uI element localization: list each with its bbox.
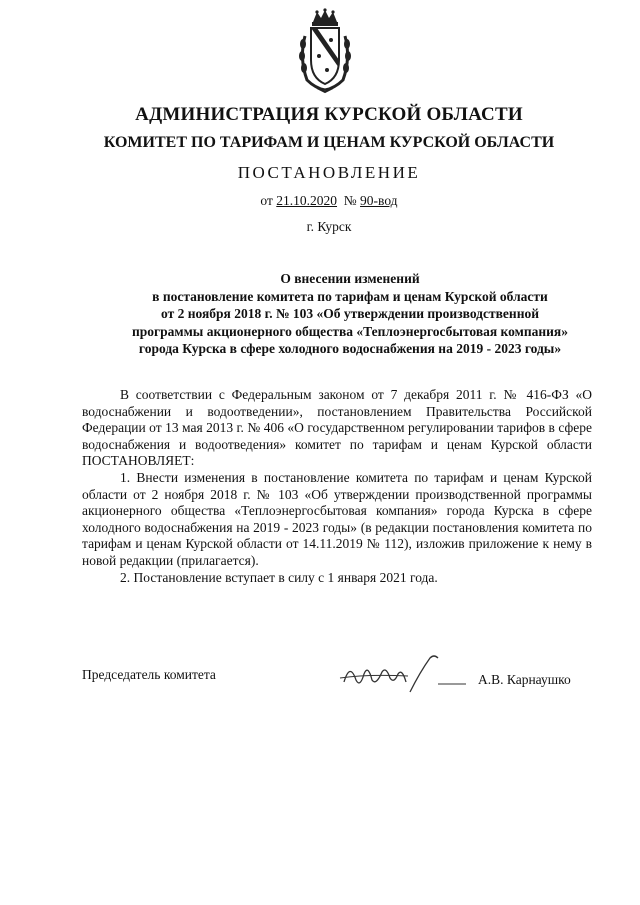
- doc-date: 21.10.2020: [276, 193, 338, 208]
- doc-number: 90-вод: [360, 193, 398, 208]
- date-line: [0, 193, 640, 209]
- committee-title: КОМИТЕТ ПО ТАРИФАМ И ЦЕНАМ КУРСКОЙ ОБЛАСТИ: [103, 134, 555, 151]
- subject-line: в постановление комитета по тарифам и ценам Курской области: [152, 288, 548, 304]
- coat-of-arms-icon: [295, 8, 355, 94]
- number-prefix: №: [343, 193, 357, 208]
- subject-block: [90, 270, 610, 358]
- paragraph: 2. Постановление вступает в силу с 1 января 2021 года.: [120, 569, 438, 585]
- subject-line: О внесении изменений: [280, 271, 420, 286]
- date-prefix: от: [260, 193, 273, 208]
- signatory-name: А.В. Карнаушко: [478, 672, 571, 687]
- paragraph: В соответствии с Федеральным законом от 7 декабря 2011 г. № 416-ФЗ «О водоснабжении и водоотведении», постановлением Правительства Российской Федерации от 13 мая 2013 г. № 406 «О государственном регулировании тарифов в сфере водоснабжения и водоотведения» комитет по тарифам и ценам Курской области ПОСТАНОВЛЯЕТ:: [82, 387, 592, 469]
- handwritten-signature: [338, 652, 468, 694]
- subject-line: от 2 ноября 2018 г. № 103 «Об утверждении производственной: [161, 306, 539, 321]
- paragraph: 1. Внести изменения в постановление комитета по тарифам и ценам Курской области от 2 ноября 2018 г. № 103 «Об утверждении производственной программы акционерного общества «Теплоэнергосбытовая компания» города Курска в сфере холодного водоснабжения на 2019 - 2023 годы» (в редакции постановления комитета по тарифам и ценам Курской области от 14.11.2019 № 112), изложив приложение к нему в новой редакции (прилагается).: [82, 469, 592, 568]
- subject-line: программы акционерного общества «Теплоэнергосбытовая компания»: [131, 323, 568, 339]
- subject-line: города Курска в сфере холодного водоснабжения на 2019 - 2023 годы»: [138, 341, 562, 356]
- body-text: [82, 387, 592, 586]
- doc-type: ПОСТАНОВЛЕНИЕ: [237, 163, 421, 182]
- city: г. Курск: [306, 219, 352, 234]
- org-title: АДМИНИСТРАЦИЯ КУРСКОЙ ОБЛАСТИ: [135, 104, 523, 125]
- signatory-title: Председатель комитета: [82, 667, 216, 682]
